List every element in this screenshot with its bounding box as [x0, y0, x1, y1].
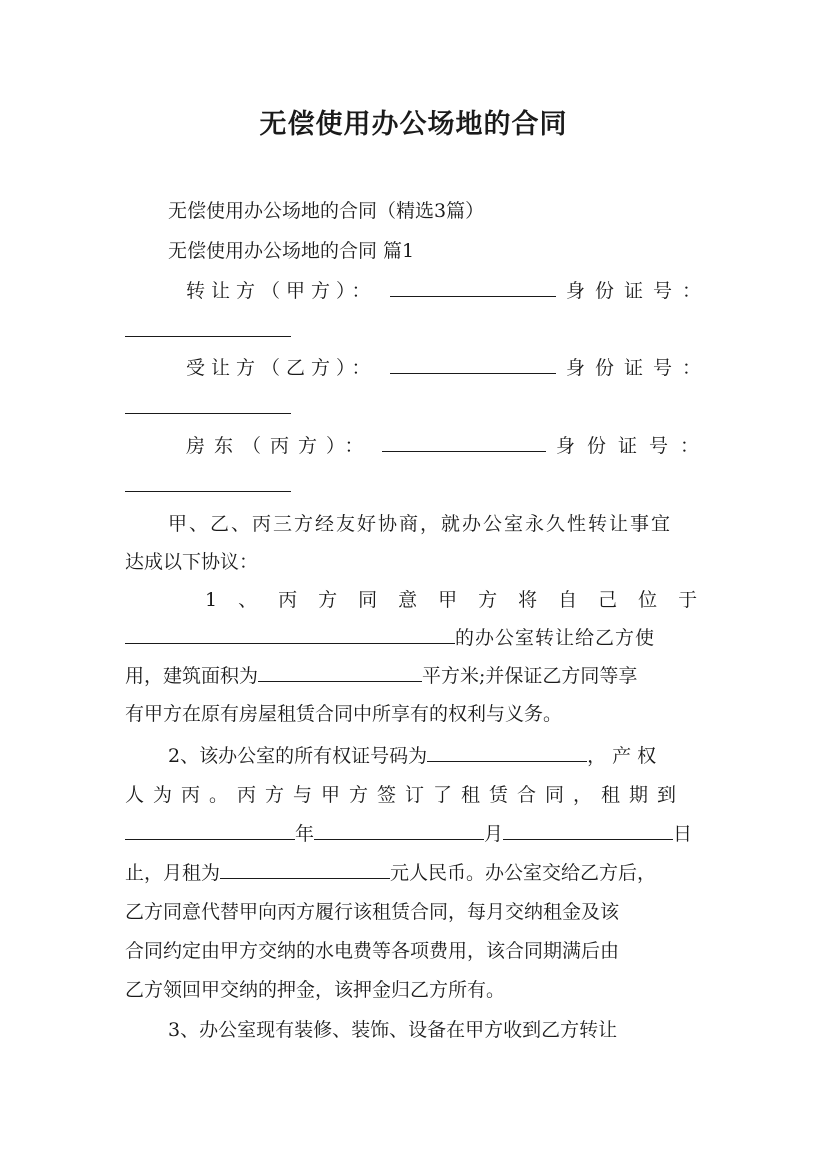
- clause-2-line-2: 人为丙。丙方与甲方签订了租赁合同，租期到: [125, 784, 686, 806]
- party-b-id-blank: [125, 394, 291, 422]
- party-c-id-label: 身份证号：: [556, 435, 712, 457]
- party-c-label: 房东（丙方）：: [186, 435, 373, 457]
- party-b-label: 受让方（乙方）：: [186, 357, 377, 379]
- clause-2-line-1: [168, 742, 662, 770]
- clause-3-line-1: 3、办公室现有装修、装饰、设备在甲方收到乙方转让: [168, 1019, 618, 1041]
- clause-1-line-2: [125, 624, 655, 652]
- party-b-id-label: 身份证号：: [566, 357, 712, 379]
- clause-2-month: 月: [484, 823, 504, 845]
- section-heading: 无偿使用办公场地的合同 篇1: [168, 240, 415, 262]
- clause-2-year: 年: [295, 823, 315, 845]
- clause-1-line-3: [125, 662, 637, 690]
- party-a-label: 转让方（甲方）：: [186, 280, 377, 302]
- document-title: 无偿使用办公场地的合同: [259, 109, 568, 140]
- party-a-id-label: 身份证号：: [566, 280, 712, 302]
- clause-2-line-4: [125, 859, 656, 887]
- clause-2-line-6: 合同约定由甲方交纳的水电费等各项费用，该合同期满后由: [125, 940, 620, 962]
- intro-line-1: 甲、乙、丙三方经友好协商，就办公室永久性转让事宜: [168, 513, 673, 535]
- clause-2-line-7: 乙方领回甲交纳的押金，该押金归乙方所有。: [125, 979, 506, 1001]
- party-c-id-blank: [125, 472, 291, 500]
- clause-2-line-4-prefix: 止，月租为: [125, 862, 221, 884]
- clause-1-line-2-suffix: 的办公室转让给乙方使: [455, 627, 656, 649]
- party-a-id-blank: [125, 317, 291, 345]
- clause-1-line-3-suffix: 平方米;并保证乙方同等享: [422, 665, 638, 687]
- clause-2-day: 日: [673, 823, 693, 845]
- clause-2-line-5: 乙方同意代替甲向丙方履行该租赁合同，每月交纳租金及该: [125, 901, 620, 923]
- document-subtitle: 无偿使用办公场地的合同（精选3篇）: [168, 200, 485, 222]
- party-a-name-blank: [390, 277, 556, 305]
- clause-1-line-4: 有甲方在原有房屋租赁合同中所享有的权利与义务。: [125, 703, 563, 725]
- party-b-name-blank: [390, 354, 556, 382]
- clause-2-line-1-suffix: ，产权: [587, 745, 663, 767]
- clause-2-line-3: [125, 820, 692, 848]
- clause-2-line-1-prefix: 2、该办公室的所有权证号码为: [168, 745, 428, 767]
- clause-1-line-3-prefix: 用，建筑面积为: [125, 665, 259, 687]
- clause-2-line-4-suffix: 元人民币。办公室交给乙方后，: [390, 862, 657, 884]
- intro-line-2: 达成以下协议：: [125, 551, 259, 573]
- clause-1-line-1: 1、丙方同意甲方将自己位于: [205, 589, 719, 611]
- party-c-name-blank: [382, 432, 546, 460]
